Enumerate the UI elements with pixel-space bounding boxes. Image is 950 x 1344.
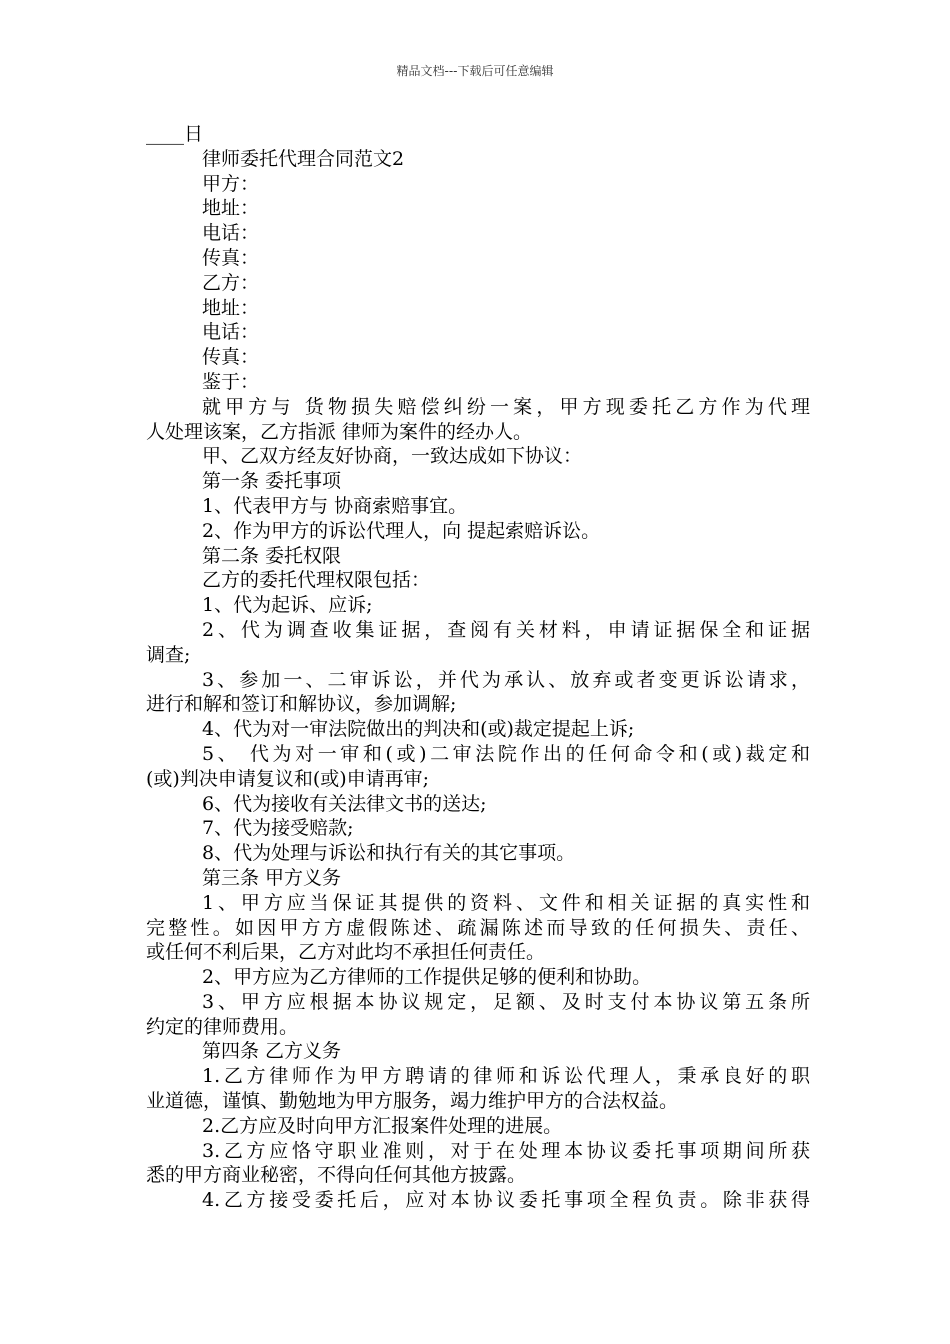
document-line: 第三条 甲方义务 bbox=[202, 866, 342, 889]
document-line: 4.乙方接受委托后，应对本协议委托事项全程负责。除非获得 bbox=[202, 1189, 810, 1212]
document-line: 1.乙方律师作为甲方聘请的律师和诉讼代理人，秉承良好的职 bbox=[202, 1065, 810, 1088]
document-line: 传真： bbox=[202, 246, 260, 269]
document-line: 第一条 委托事项 bbox=[202, 470, 342, 493]
document-line: 地址： bbox=[202, 197, 260, 220]
document-line: 甲方： bbox=[202, 172, 260, 195]
document-line: 2、甲方应为乙方律师的工作提供足够的便利和协助。 bbox=[202, 966, 652, 989]
document-line: 7、代为接受赔款; bbox=[202, 817, 354, 840]
document-line: 完整性。如因甲方方虚假陈述、疏漏陈述而导致的任何损失、责任、 bbox=[146, 916, 810, 939]
document-line: 电话： bbox=[202, 222, 260, 245]
document-line: 悉的甲方商业秘密，不得向任何其他方披露。 bbox=[146, 1164, 527, 1187]
document-line: ____日 bbox=[146, 123, 204, 145]
document-line: 甲、乙双方经友好协商，一致达成如下协议： bbox=[202, 445, 583, 468]
document-line: 调查; bbox=[146, 643, 191, 666]
document-line: 电话： bbox=[202, 321, 260, 344]
document-body bbox=[146, 122, 810, 1213]
document-line: 1、代为起诉、应诉; bbox=[202, 594, 373, 617]
document-line: 3、参加一、二审诉讼，并代为承认、放弃或者变更诉讼请求， bbox=[202, 668, 810, 691]
document-line: 3、甲方应根据本协议规定，足额、及时支付本协议第五条所 bbox=[202, 990, 810, 1013]
document-line: 约定的律师费用。 bbox=[146, 1015, 299, 1038]
document-line: 鉴于： bbox=[202, 370, 260, 393]
document-line: 或任何不利后果，乙方对此均不承担任何责任。 bbox=[146, 941, 546, 964]
document-line: 业道德，谨慎、勤勉地为甲方服务，竭力维护甲方的合法权益。 bbox=[146, 1090, 679, 1113]
document-line: 5、 代为对一审和(或)二审法院作出的任何命令和(或)裁定和 bbox=[202, 742, 810, 765]
document-line: 2.乙方应及时向甲方汇报案件处理的进展。 bbox=[202, 1114, 563, 1137]
document-line: 第二条 委托权限 bbox=[202, 544, 342, 567]
page-header: 精品文档---下载后可任意编辑 bbox=[396, 64, 554, 78]
document-line: 就甲方与 货物损失赔偿纠纷一案，甲方现委托乙方作为代理 bbox=[202, 395, 810, 418]
document-line: 3.乙方应恪守职业准则，对于在处理本协议委托事项期间所获 bbox=[202, 1139, 810, 1162]
document-line: 1、代表甲方与 协商索赔事宜。 bbox=[202, 494, 468, 517]
document-line: 6、代为接收有关法律文书的送达; bbox=[202, 792, 487, 815]
document-line: 乙方的委托代理权限包括： bbox=[202, 569, 431, 592]
document-line: 第四条 乙方义务 bbox=[202, 1040, 342, 1063]
document-line: 地址： bbox=[202, 296, 260, 319]
document-line: 2、作为甲方的诉讼代理人，向 提起索赔诉讼。 bbox=[202, 519, 601, 542]
document-line: 进行和解和签订和解协议，参加调解; bbox=[146, 693, 457, 716]
document-line: 人处理该案，乙方指派 律师为案件的经办人。 bbox=[146, 420, 533, 443]
document-line: (或)判决申请复议和(或)申请再审; bbox=[146, 767, 430, 790]
document-line: 传真： bbox=[202, 346, 260, 369]
document-line: 1、甲方应当保证其提供的资料、文件和相关证据的真实性和 bbox=[202, 891, 810, 914]
document-line: 律师委托代理合同范文2 bbox=[202, 147, 405, 170]
document-line: 乙方： bbox=[202, 271, 260, 294]
document-line: 4、代为对一审法院做出的判决和(或)裁定提起上诉; bbox=[202, 718, 635, 741]
document-line: 8、代为处理与诉讼和执行有关的其它事项。 bbox=[202, 842, 576, 865]
document-line: 2、代为调查收集证据，查阅有关材料，申请证据保全和证据 bbox=[202, 618, 810, 641]
